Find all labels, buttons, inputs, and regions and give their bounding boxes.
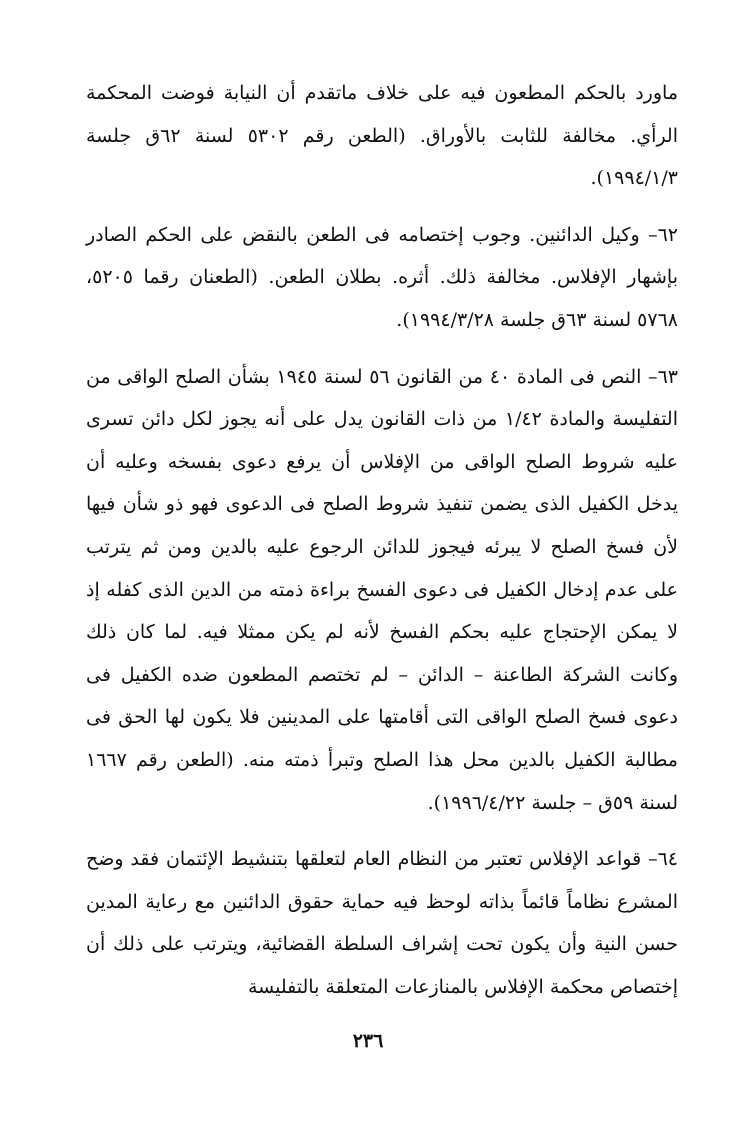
page-number: ٢٣٦ xyxy=(352,1030,384,1052)
paragraph-64: ٦٤– قواعد الإفلاس تعتبر من النظام العام لتعلقها بتنشيط الإئتمان فقد وضح المشرع نظاماً قائماً بذاته لوحظ فيه حماية حقوق الدائنين مع رعاية المدين حسن النية وأن يكون تحت إشراف السلطة القضائية، ويترتب على ذلك أن إختصاص محكمة الإفلاس بالمنازعات المتعلقة بالتفليسة xyxy=(86,848,678,998)
paragraph-63: ٦٣– النص فى المادة ٤٠ من القانون ٥٦ لسنة ١٩٤٥ بشأن الصلح الواقى من التفليسة والمادة ١/٤٢ من ذات القانون يدل على أنه يجوز لكل دائن تسرى عليه شروط الصلح الواقى من الإفلاس أن يرفع دعوى بفسخه وعليه أن يدخل الكفيل الذى يضمن تنفيذ شروط الصلح فى الدعوى فهو ذو شأن فيها لأن فسخ الصلح لا يبرئه فيجوز للدائن الرجوع عليه بالدين ومن ثم يترتب على عدم إدخال الكفيل فى دعوى الفسخ براءة ذمته من الدين الذى كفله إذ لا يمكن الإحتجاج عليه بحكم الفسخ لأنه لم يكن ممثلا فيه. لما كان ذلك وكانت الشركة الطاعنة – الدائن – لم تختصم المطعون ضده الكفيل فى دعوى فسخ الصلح الواقى التى أقامتها على المدينين فلا يكون لها الحق فى مطالبة الكفيل بالدين محل هذا الصلح وتبرأ ذمته منه. (الطعن رقم ١٦٦٧ لسنة ٥٩ق – جلسة ١٩٩٦/٤/٢٢). xyxy=(86,365,679,814)
body-text xyxy=(86,72,678,1008)
paragraph-continuation: ماورد بالحكم المطعون فيه على خلاف ماتقدم أن النيابة فوضت المحكمة الرأي. مخالفة للثابت بالأوراق. (الطعن رقم ٥٣٠٢ لسنة ٦٢ق جلسة ١٩٩٤/١/٣). xyxy=(86,82,678,190)
paragraph-62: ٦٢– وكيل الدائنين. وجوب إختصامه فى الطعن بالنقض على الحكم الصادر بإشهار الإفلاس. مخالفة ذلك. أثره. بطلان الطعن. (الطعنان رقما ٥٢٠٥، ٥٧٦٨ لسنة ٦٣ق جلسة ١٩٩٤/٣/٢٨). xyxy=(86,223,678,331)
